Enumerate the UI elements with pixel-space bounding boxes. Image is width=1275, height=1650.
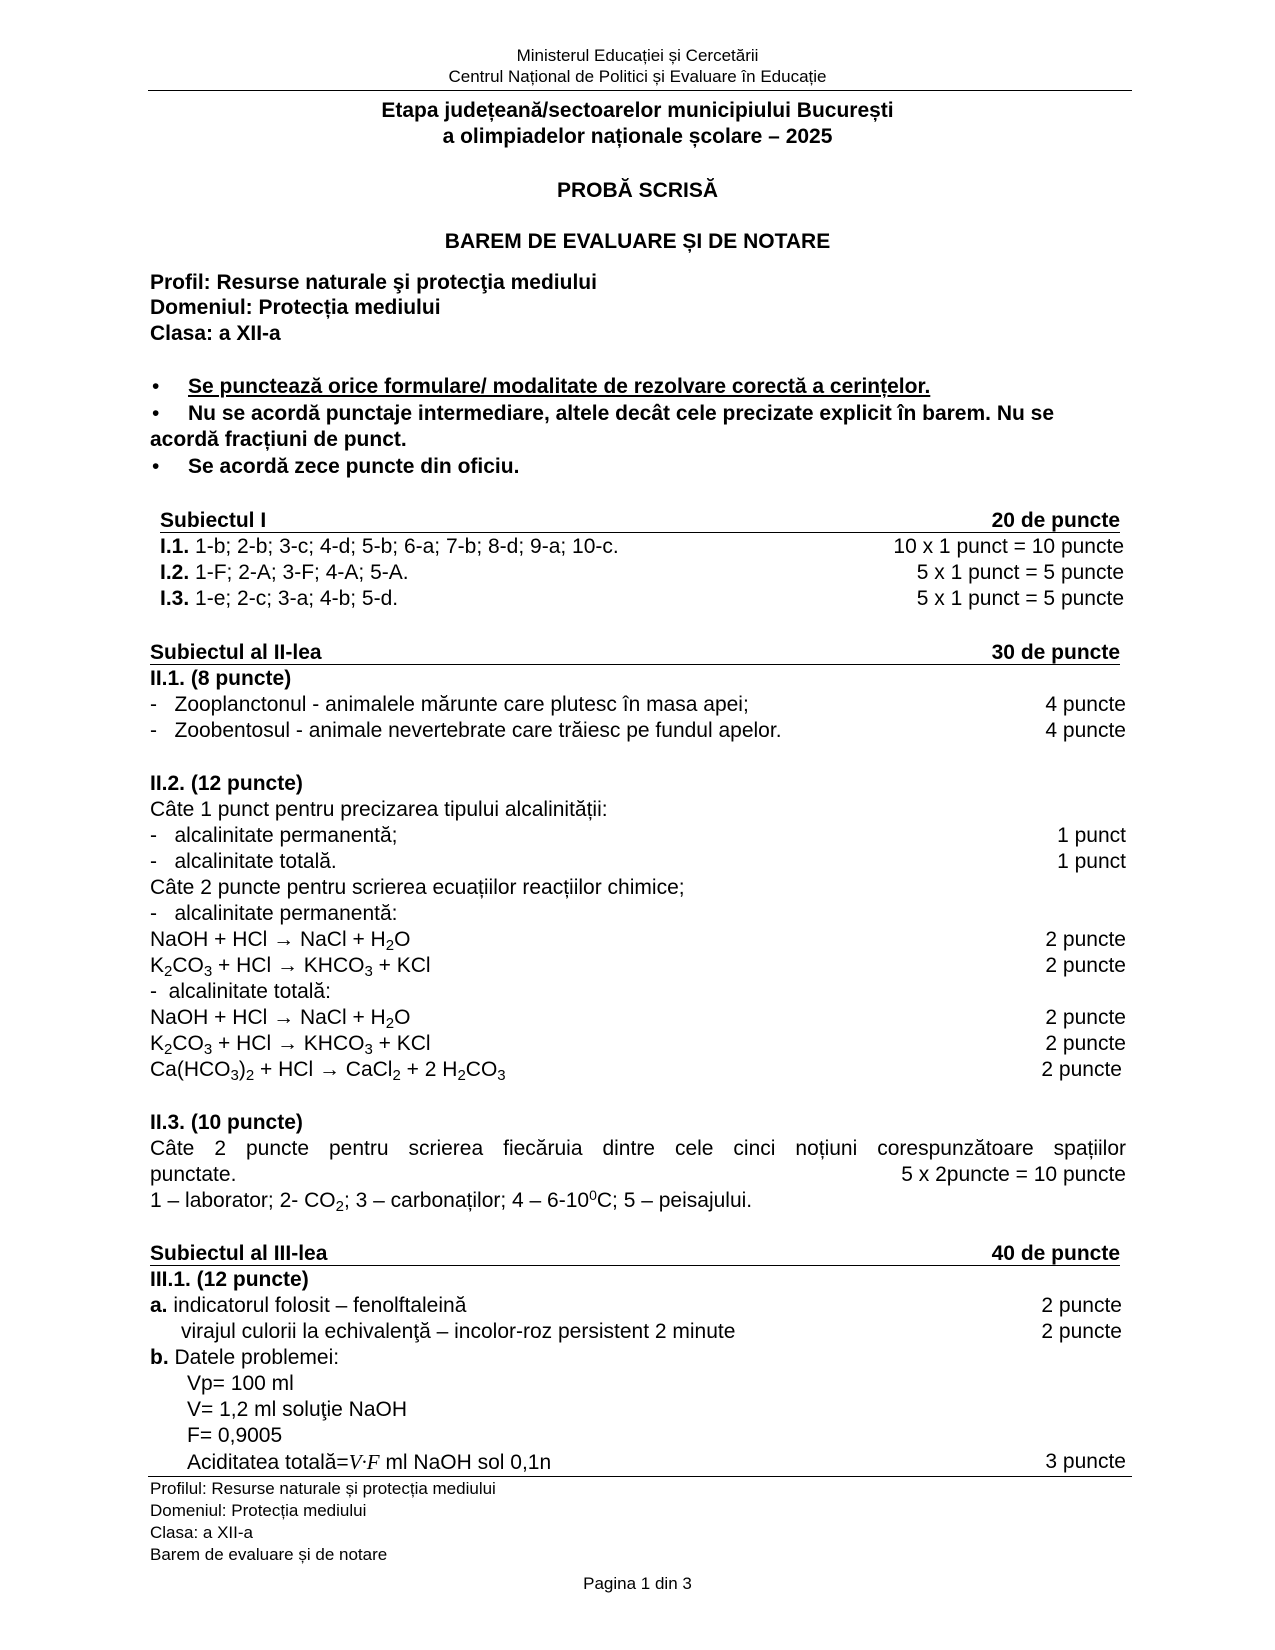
ii1-item-2: - Zoobentosul - animale nevertebrate care trăiesc pe fundul apelor. — [150, 719, 782, 742]
clasa-label: Clasa: a XII-a — [150, 322, 281, 345]
s1-title: Subiectul I — [160, 509, 267, 532]
iii1-a-score-2: 2 puncte — [1041, 1320, 1122, 1343]
footer-barem: Barem de evaluare și de notare — [150, 1545, 388, 1564]
s3-underline — [150, 1265, 1120, 1266]
equation-4-score: 2 puncte — [1045, 1032, 1126, 1055]
ii3-line-1: Câte 2 puncte pentru scrierea fiecăruia dintre cele cinci noțiuni corespunzătoare spațiilor — [150, 1137, 1126, 1160]
equation-1: NaOH + HCl → NaCl + $H_2O$ — [150, 928, 411, 954]
iii1-a-score-1: 2 puncte — [1041, 1294, 1122, 1317]
iii1-acidity-score: 3 puncte — [1045, 1450, 1126, 1473]
title-line-1: Etapa județeană/sectoarelor municipiului București — [381, 99, 894, 122]
profil-label: Profil: Resurse naturale şi protecţia mediului — [150, 271, 597, 294]
s1-row-1 — [160, 534, 619, 560]
equation-2-score: 2 puncte — [1045, 954, 1126, 977]
footer-profil: Profilul: Resurse naturale și protecția mediului — [150, 1479, 496, 1498]
s1-row-1-text: 1-b; 2-b; 3-c; 4-d; 5-b; 6-a; 7-b; 8-d; 9-a; 10-c. — [195, 535, 619, 558]
ii2-type-2-text: alcalinitate totală. — [174, 850, 337, 873]
ii3-answers: 1 – laborator; 2- $CO_2$; 3 – carbonaților; $4 - 6-10^0C$; 5 – peisajului. — [150, 1187, 753, 1215]
s1-underline — [160, 532, 1120, 533]
s3-title: Subiectul al III-lea — [150, 1242, 328, 1265]
equation-2: $K_2CO_3$ + HCl → $KHCO_3$ + KCl — [150, 954, 431, 980]
domeniul-label: Domeniul: Protecția mediului — [150, 296, 441, 319]
s2-underline — [150, 664, 1120, 665]
ministry-name: Ministerul Educației și Cercetării — [516, 46, 759, 65]
ii2-perm-label: - alcalinitate permanentă: — [150, 902, 398, 925]
ii2-total-label: - alcalinitate totală: — [150, 980, 331, 1003]
ii2-intro-1: Câte 1 punct pentru precizarea tipului alcalinității: — [150, 798, 608, 821]
s2-points: 30 de puncte — [991, 641, 1120, 664]
ii2-type-1-text: alcalinitate permanentă; — [174, 824, 398, 847]
ii1-item-2-score: 4 puncte — [1045, 719, 1126, 742]
equation-5-score: 2 puncte — [1041, 1058, 1122, 1081]
iii1-a-label: a. — [150, 1294, 168, 1317]
iii1-f: F= 0,9005 — [187, 1424, 283, 1447]
equation-5: $Ca(HCO_3)_2$ + HCl → CaCl$_2$ + 2 $H_2CO_3$ — [150, 1058, 506, 1084]
s1-row-1-label: I.1. — [160, 535, 190, 558]
rule-3-text: Se acordă zece puncte din oficiu. — [188, 455, 520, 478]
s1-row-3-text: 1-e; 2-c; 3-a; 4-b; 5-d. — [195, 587, 399, 610]
equation-4: $K_2CO_3$ + HCl → $KHCO_3$ + KCl — [150, 1032, 431, 1058]
ii2-type-1: - alcalinitate permanentă; — [150, 824, 398, 847]
equation-3: NaOH + HCl → NaCl + $H_2O$ — [150, 1006, 411, 1032]
footer-rule — [148, 1476, 1132, 1477]
iii1-a-line-1 — [150, 1293, 466, 1319]
footer-clasa: Clasa: a XII-a — [150, 1523, 253, 1542]
s1-row-3 — [160, 586, 398, 612]
footer-domeniul: Domeniul: Protecția mediului — [150, 1501, 367, 1520]
ii3-line-2: punctate. — [150, 1163, 237, 1186]
iii1-vp: Vp= 100 ml — [187, 1372, 294, 1395]
s1-row-3-score: 5 x 1 punct = 5 puncte — [916, 587, 1124, 610]
ii2-type-1-score: 1 punct — [1057, 824, 1126, 847]
iii1-a-line-2: virajul culorii la echivalenţă – incolor-roz persistent 2 minute — [181, 1320, 736, 1343]
s1-row-3-label: I.3. — [160, 587, 190, 610]
s1-row-2-text: 1-F; 2-A; 3-F; 4-A; 5-A. — [195, 561, 409, 584]
ii1-item-1-score: 4 puncte — [1045, 693, 1126, 716]
ii2-total-label-text: alcalinitate totală: — [168, 980, 331, 1003]
ii3-score: 5 x 2puncte = 10 puncte — [901, 1163, 1126, 1186]
ii1-item-1-text: Zooplanctonul - animalele mărunte care plutesc în masa apei; — [174, 693, 749, 716]
iii1-acidity — [187, 1449, 551, 1476]
equation-1-score: 2 puncte — [1045, 928, 1126, 951]
ii2-heading: II.2. (12 puncte) — [150, 772, 303, 795]
rule-2-text: Nu se acordă punctaje intermediare, altele decât cele precizate explicit în barem. Nu se — [188, 402, 1055, 425]
probe-title: PROBĂ SCRISĂ — [556, 179, 719, 202]
s2-title: Subiectul al II-lea — [150, 641, 322, 664]
iii1-acidity-formula: V·F — [348, 1450, 380, 1474]
iii1-b-label: b. — [150, 1346, 169, 1369]
iii1-v: V= 1,2 ml soluţie NaOH — [187, 1398, 408, 1421]
s3-points: 40 de puncte — [991, 1242, 1120, 1265]
equation-3-score: 2 puncte — [1045, 1006, 1126, 1029]
center-name: Centrul Național de Politici și Evaluare în Educație — [448, 67, 827, 86]
iii1-b-text: Datele problemei: — [174, 1346, 340, 1369]
title-line-2: a olimpiadelor naționale școlare – 2025 — [442, 125, 833, 148]
header-rule — [148, 90, 1132, 91]
ii2-intro-2: Câte 2 puncte pentru scrierea ecuațiilor reacțiilor chimice; — [150, 876, 685, 899]
iii1-heading: III.1. (12 puncte) — [150, 1268, 309, 1291]
iii1-a-text-1: indicatorul folosit – fenolftaleină — [173, 1294, 467, 1317]
iii1-acidity-prefix: Aciditatea totală= — [187, 1451, 349, 1474]
s1-row-2-label: I.2. — [160, 561, 190, 584]
ii2-type-2: - alcalinitate totală. — [150, 850, 337, 873]
s1-row-2 — [160, 560, 409, 586]
ii1-item-2-text: Zoobentosul - animale nevertebrate care trăiesc pe fundul apelor. — [174, 719, 782, 742]
ii1-heading: II.1. (8 puncte) — [150, 667, 292, 690]
iii1-acidity-suffix: ml NaOH sol 0,1n — [379, 1451, 552, 1474]
s1-points: 20 de puncte — [991, 509, 1120, 532]
s1-row-1-score: 10 x 1 punct = 10 puncte — [893, 535, 1124, 558]
ii3-heading: II.3. (10 puncte) — [150, 1111, 303, 1134]
page-number: Pagina 1 din 3 — [583, 1574, 692, 1593]
rule-2-continuation: acordă fracțiuni de punct. — [150, 428, 407, 451]
rule-1-text: Se punctează orice formulare/ modalitate de rezolvare corectă a cerințelor. — [188, 375, 931, 398]
ii1-item-1: - Zooplanctonul - animalele mărunte care plutesc în masa apei; — [150, 693, 749, 716]
iii1-b-line — [150, 1345, 339, 1371]
ii2-perm-label-text: alcalinitate permanentă: — [174, 902, 398, 925]
ii2-type-2-score: 1 punct — [1057, 850, 1126, 873]
barem-title: BAREM DE EVALUARE ȘI DE NOTARE — [444, 230, 831, 253]
s1-row-2-score: 5 x 1 punct = 5 puncte — [916, 561, 1124, 584]
